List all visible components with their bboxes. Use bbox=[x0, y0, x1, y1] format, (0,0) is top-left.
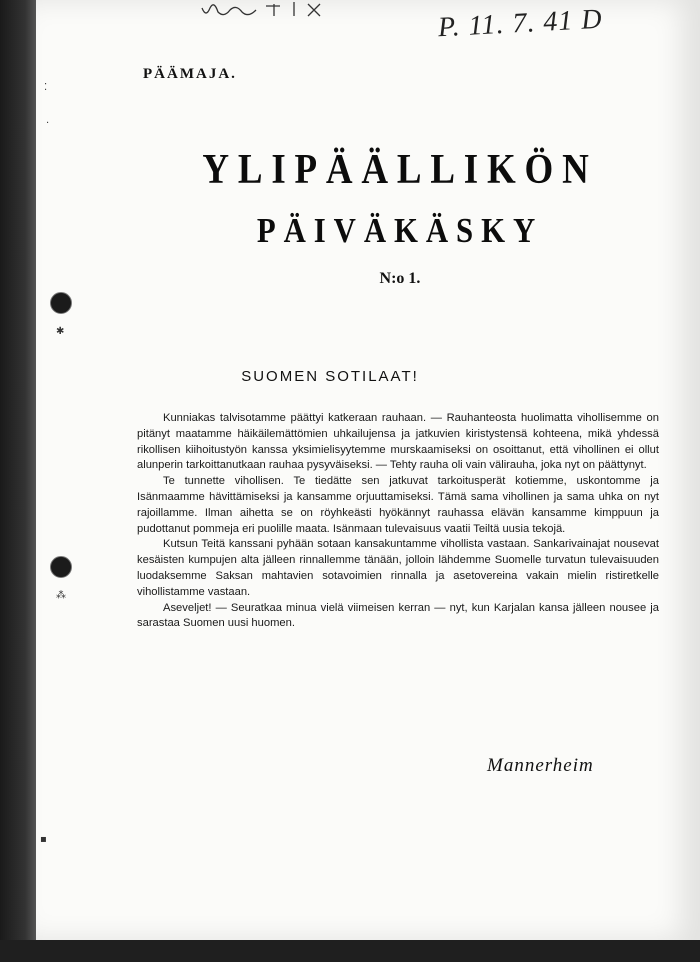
greeting: SUOMEN SOTILAAT! bbox=[241, 368, 419, 385]
punch-hole-lower bbox=[50, 556, 72, 578]
title-line-1: YLIPÄÄLLIKÖN bbox=[202, 147, 598, 193]
margin-mark: ⁚ bbox=[44, 82, 48, 93]
paragraph: Kunniakas talvisotamme päättyi katkeraan rauhaan. — Rauhanteosta huolimatta vihollisemme on pitänyt maatamme häikäilemättömien uhkailujensa ja jatkuvien kiristystensä kohteena, mikä yhdessä rikollisen kiihoitustyön kanssa yksimielisyytemme murskaamiseksi on osoittanut, että vihollinen ei ollut alunperin tarkoittanutkaan rauhaa pysyväiseksi. — Tehty rauha oli vain välirauha, joka nyt on päättynyt. bbox=[137, 412, 659, 472]
paragraph: Te tunnette vihollisen. Te tiedätte sen jatkuvat tarkoitusperät kotiemme, uskontomme ja Isänmaamme hävittämiseksi ja kansamme orjuuttamiseksi. Tämä sama vihollinen ja sama uhka on nyt rajoillamme. Ilman aihetta se on röyhkeästi hyökännyt rauhassa elävän kansamme kimppuun ja pudottanut pommeja eri puolille maata. Isänmaan tulevaisuus vaatii Teiltä uusia tekojä. bbox=[137, 475, 659, 535]
punch-hole-upper bbox=[50, 292, 72, 314]
handwritten-reference: P. 11. 7. 41 D bbox=[437, 3, 604, 44]
margin-mark: ▪ bbox=[40, 834, 47, 845]
paragraph: Kutsun Teitä kanssani pyhään sotaan kansakuntamme vihollista vastaan. Sankarivainajat nousevat kesäisten kumpujen alta jälleen rinnallemme tänään, jolloin lähdemme Suomelle turvatun tulevaisuuden luodaksemme Saksan mahtavien sotavoimien rinnalla ja asetovereina vakain mielin ristiretkelle vihollistamme vastaan. bbox=[137, 538, 659, 598]
margin-mark: ⁂ bbox=[56, 590, 66, 601]
title-line-2: PÄIVÄKÄSKY bbox=[256, 211, 544, 250]
order-number: N:o 1. bbox=[379, 270, 421, 287]
scan-bottom-edge bbox=[0, 940, 700, 962]
issuer-header: PÄÄMAJA. bbox=[143, 66, 237, 82]
paragraph: Aseveljet! — Seuratkaa minua vielä viimeisen kerran — nyt, kun Karjalan kansa jälleen nousee ja sarastaa Suomen uusi huomen. bbox=[137, 601, 659, 630]
order-body bbox=[137, 411, 659, 632]
binder-edge bbox=[0, 0, 36, 962]
handwritten-scribble-top bbox=[196, 0, 376, 22]
margin-mark: ✱ bbox=[56, 326, 65, 337]
margin-mark: · bbox=[46, 118, 50, 129]
signature: Mannerheim bbox=[487, 755, 594, 776]
